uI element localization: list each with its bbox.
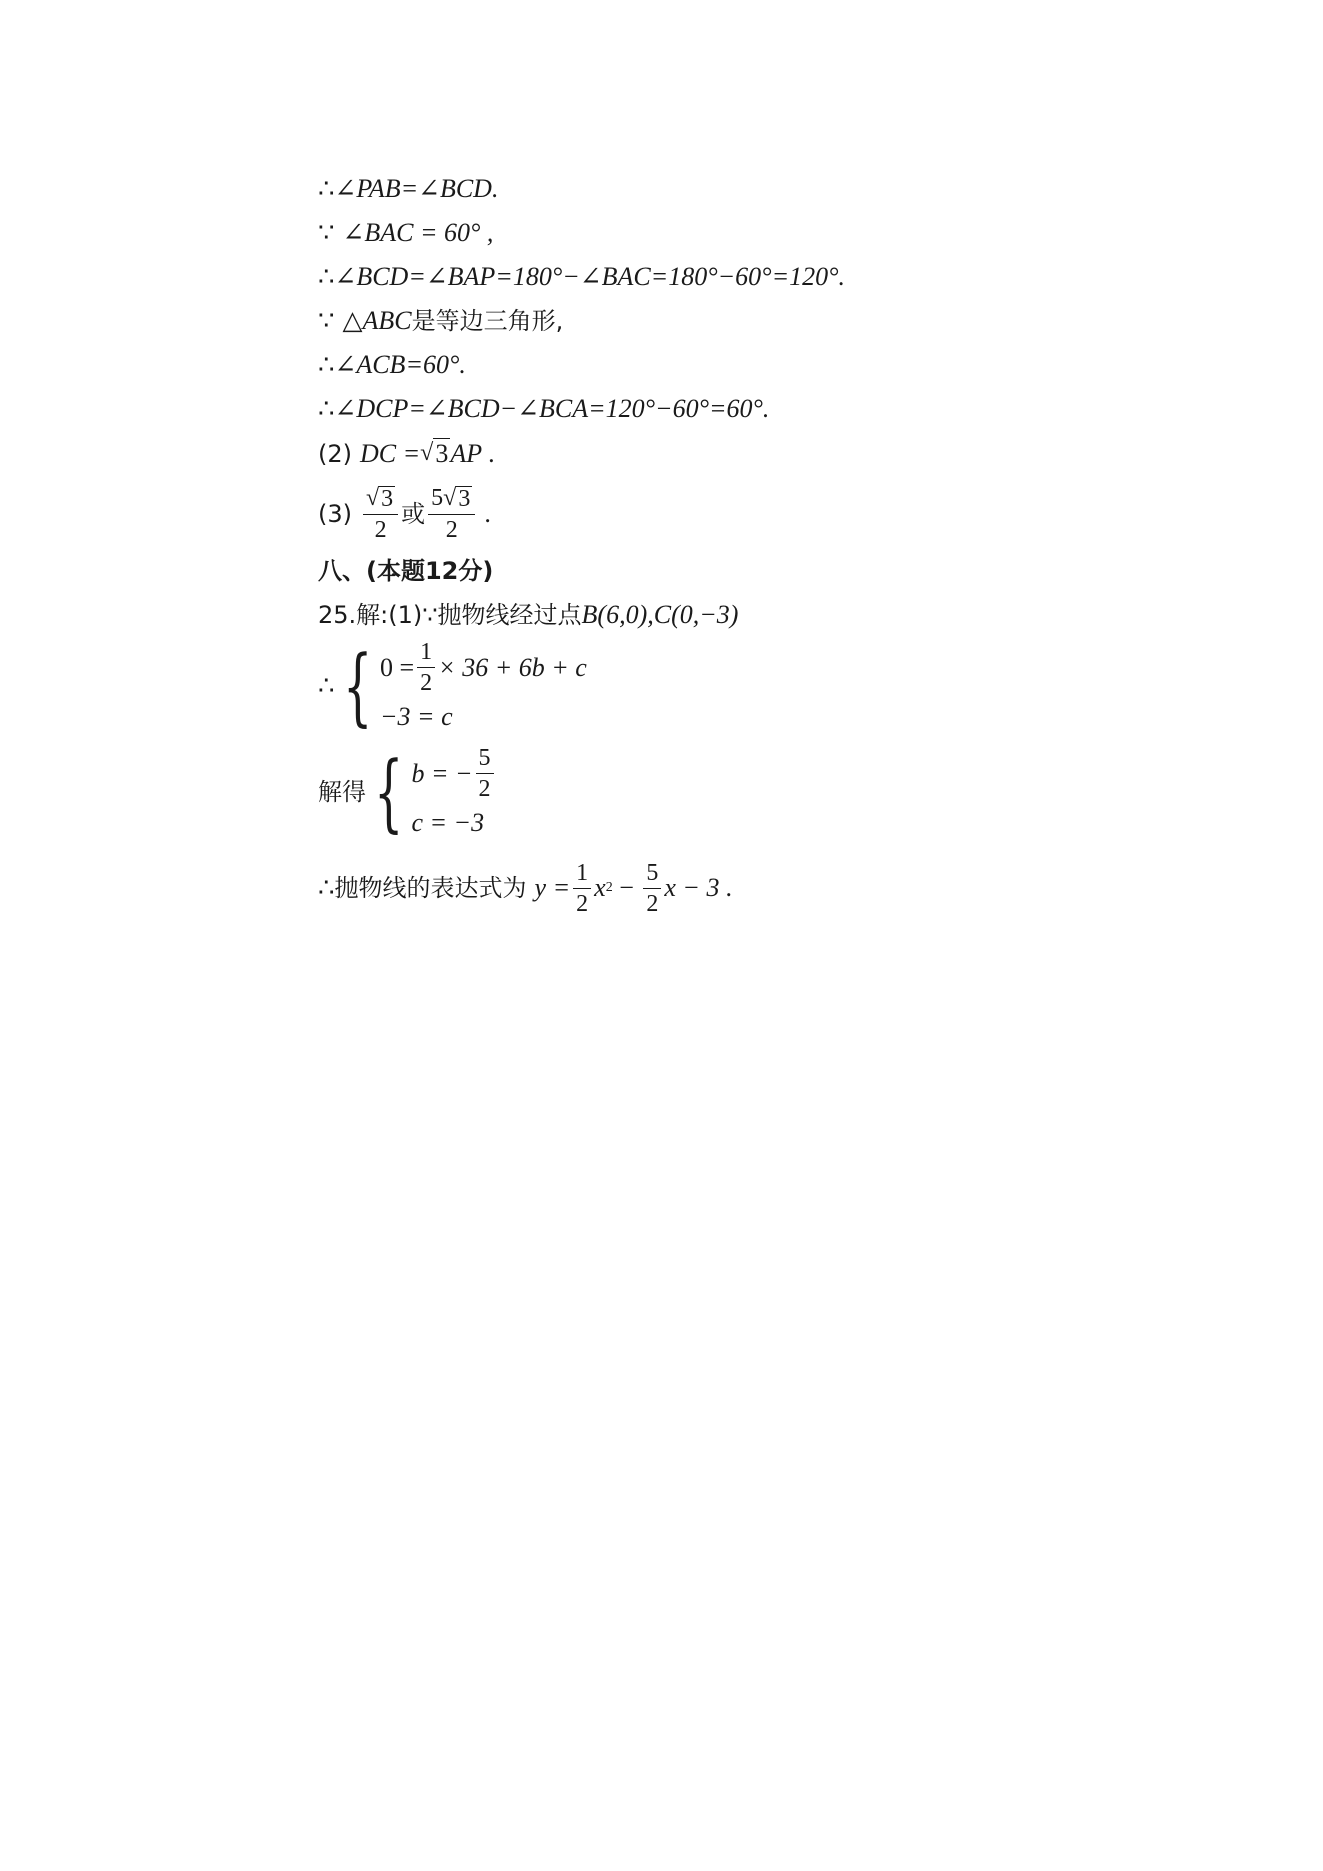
therefore-symbol: ∴ <box>318 262 335 291</box>
therefore-symbol: ∴ <box>318 873 335 902</box>
part-number: (2) <box>318 439 352 468</box>
or-word: 或 <box>401 500 426 528</box>
therefore-symbol: ∴ <box>318 394 335 423</box>
line-equilateral <box>318 306 563 336</box>
section-title: 八、(本题12分) <box>318 557 494 585</box>
because-symbol: ∵ <box>318 218 335 247</box>
triangle-label: △ABC <box>342 306 412 335</box>
line-part3 <box>318 484 491 544</box>
equation-system-2 <box>318 743 497 841</box>
because-symbol: ∵ <box>318 306 335 335</box>
line-bcd-120 <box>318 262 845 292</box>
statement-text: 抛物线经过点 <box>437 601 582 629</box>
system-row-2: c = −3 <box>411 808 485 837</box>
equation-text: ∠PAB=∠BCD. <box>334 174 499 203</box>
statement-text: 抛物线的表达式为 <box>334 874 527 902</box>
line-pab-bcd <box>318 174 498 204</box>
left-brace: { <box>342 637 372 735</box>
equation-text: ∠BAC = 60° , <box>342 218 494 247</box>
system-row-1: b = − $\frac{5}{2}$ <box>411 746 496 801</box>
period: . <box>488 438 495 468</box>
lhs: DC = <box>360 438 421 468</box>
therefore-symbol: ∴ <box>318 671 335 700</box>
equation-text: ∠BCD=∠BAP=180°−∠BAC=180°−60°=120°. <box>334 262 846 291</box>
equation-text: ∠ACB=60°. <box>334 350 466 379</box>
final-expression: ∴ 抛物线的表达式为 y = $\frac{1}{2}$ x 2 − $\frac{5}{2}$ x − 3 . <box>318 859 732 917</box>
system-row-2: −3 = c <box>380 702 453 731</box>
line-acb-60 <box>318 350 466 380</box>
line-part2 <box>318 438 495 469</box>
part-number: (3) <box>318 500 352 528</box>
fraction-1-over-2: $\frac{1}{2}$ <box>573 861 591 916</box>
therefore-symbol: ∴ <box>318 350 335 379</box>
fraction-5sqrt3-over-2: 5 √ 3 2 <box>428 486 475 542</box>
fraction-5-over-2: $\frac{5}{2}$ <box>643 861 661 916</box>
sqrt-3: √ 3 <box>420 439 449 468</box>
statement-text: 是等边三角形, <box>411 307 564 335</box>
points: B(6,0),C(0,−3) <box>581 600 739 629</box>
left-brace: { <box>374 743 404 841</box>
line-q25 <box>318 600 738 630</box>
fraction-5-over-2: $\frac{5}{2}$ <box>476 746 494 801</box>
period: . <box>484 499 491 528</box>
therefore-symbol: ∴ <box>318 174 335 203</box>
equation-text: ∠DCP=∠BCD−∠BCA=120°−60°=60°. <box>334 394 770 423</box>
fraction-1-over-2: $\frac{1}{2}$ <box>417 640 435 695</box>
fraction-sqrt3-over-2: √ 3 2 <box>363 486 398 542</box>
line-dcp-60 <box>318 394 769 424</box>
solve-label: 解得 <box>318 778 366 806</box>
equation-system-1 <box>318 637 587 735</box>
section-heading <box>318 556 493 586</box>
question-prefix: 25.解:(1)∵ <box>318 601 438 629</box>
line-bac-60 <box>318 218 493 248</box>
rhs: AP <box>450 438 483 468</box>
system-row-1: 0 = $\frac{1}{2}$ × 36 + 6b + c <box>380 639 587 696</box>
